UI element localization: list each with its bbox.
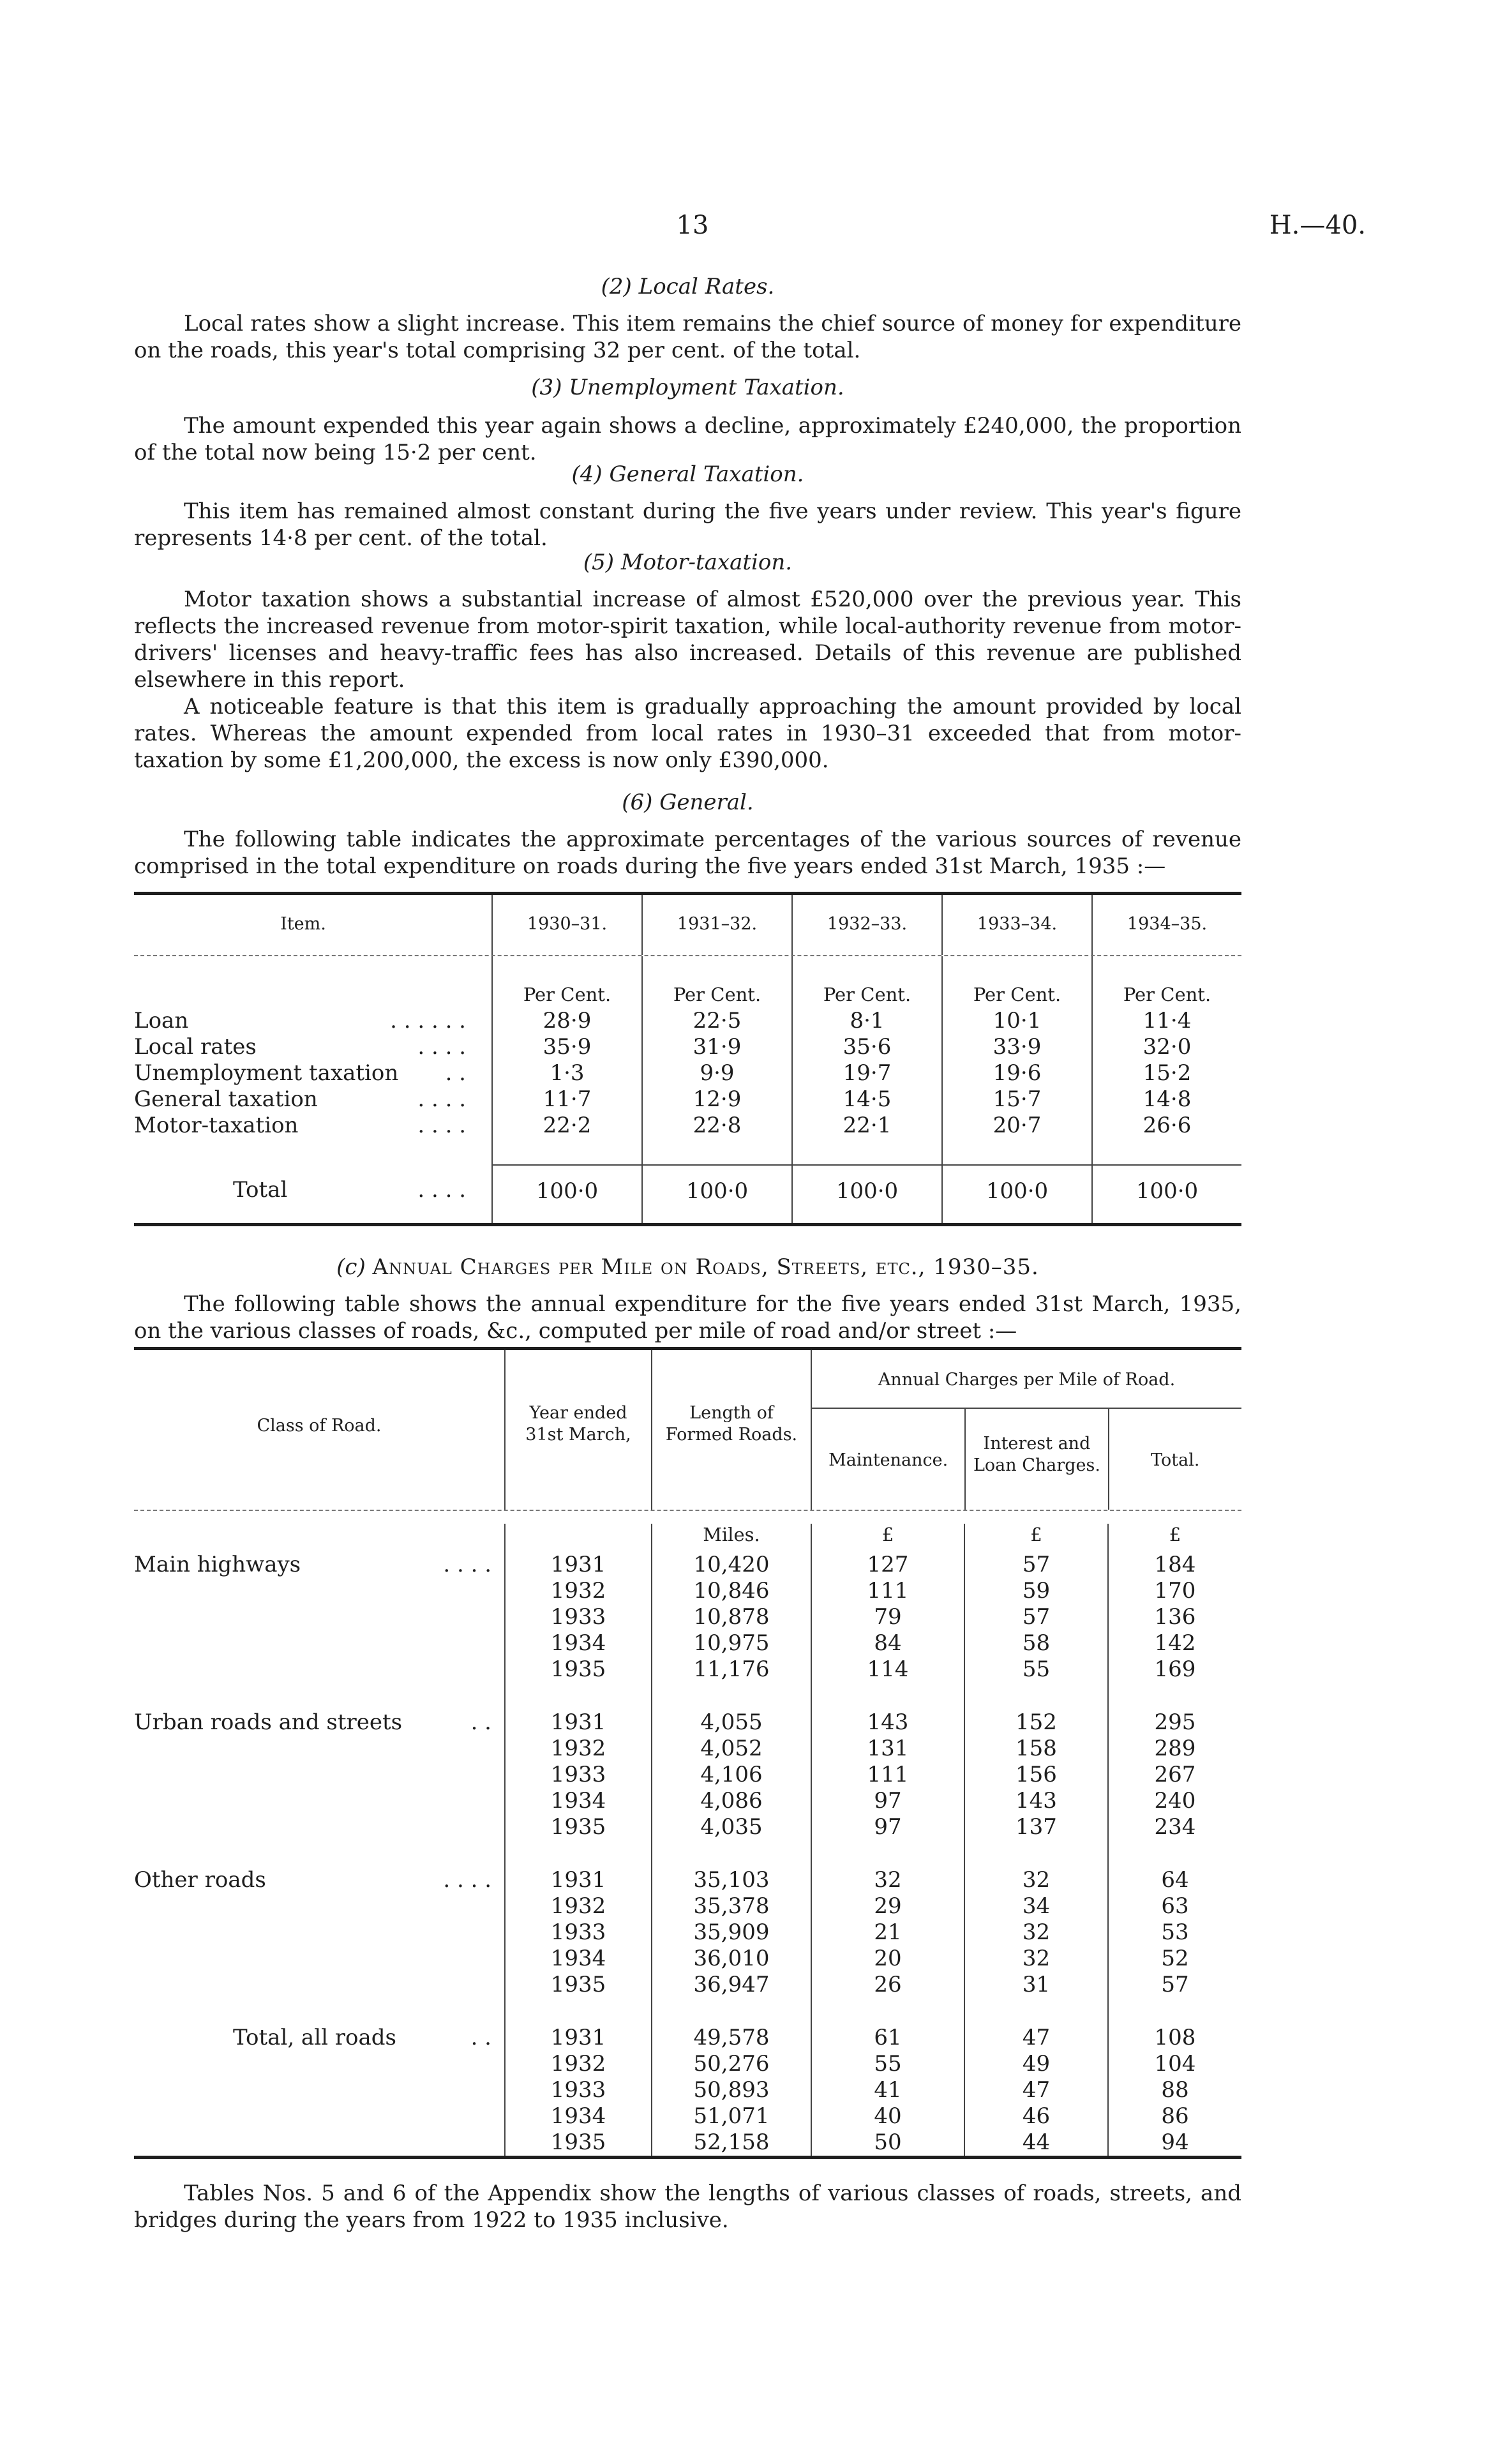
table-cell: 32·0 <box>1143 1034 1192 1060</box>
table-cell: 1935 <box>550 1656 606 1682</box>
total-column <box>1107 1867 1241 1998</box>
table-cell: 1933 <box>550 2077 606 2103</box>
paragraph-annual-charges: The following table shows the annual expenditure for the five years ended 31st March, 1935, on the various classes of roads, &c., computed per mile of road and/or street :— <box>134 1291 1241 1344</box>
table-cell: 10,975 <box>693 1630 770 1656</box>
total-cell: 100·0 <box>641 1164 791 1223</box>
table-cell: 111 <box>867 1578 909 1604</box>
table-cell: 143 <box>867 1709 909 1735</box>
table-cell: 14·8 <box>1143 1086 1192 1112</box>
unit-miles: Miles. <box>651 1524 811 1552</box>
table-cell: 152 <box>1015 1709 1057 1735</box>
page-number: 13 <box>676 211 709 240</box>
year-column <box>791 956 941 1164</box>
table-cell: 49 <box>1022 2051 1051 2077</box>
table-cell: 240 <box>1154 1788 1196 1814</box>
interest-column <box>964 2025 1107 2156</box>
table-cell: 32 <box>1022 1946 1051 1971</box>
table-cell: 8·1 <box>850 1008 885 1033</box>
header-year-ended: Year ended 31st March, <box>504 1350 651 1510</box>
total-cell: 100·0 <box>941 1164 1091 1223</box>
year-column <box>1091 956 1241 1164</box>
table-cell: 40 <box>874 2103 902 2129</box>
table-cell: 1935 <box>550 1972 606 1997</box>
unit-label: Per Cent. <box>1123 984 1211 1005</box>
paragraph-general: The following table indicates the approximate percentages of the various sources of revenue comprised in the total expenditure on roads during the five years ended 31st March, 1935 :— <box>134 827 1241 879</box>
units-row <box>134 1511 1241 1552</box>
table-header-row <box>134 895 1241 955</box>
length-column <box>651 1709 811 1840</box>
table-cell: 1931 <box>550 1552 606 1577</box>
unit-label: Per Cent. <box>823 984 911 1005</box>
group-spacer <box>134 1998 1241 2025</box>
table-cell: 11·7 <box>543 1086 592 1112</box>
table-cell: 20 <box>874 1946 902 1971</box>
table-cell: 108 <box>1154 2025 1196 2050</box>
year-column <box>491 956 641 1164</box>
header-length: Length of Formed Roads. <box>651 1350 811 1510</box>
table-cell: 34 <box>1022 1893 1051 1919</box>
table-cell: 4,106 <box>700 1762 763 1787</box>
table-cell: 158 <box>1015 1736 1057 1761</box>
table-cell: 50,893 <box>693 2077 770 2103</box>
table-cell: 4,055 <box>700 1709 763 1735</box>
unit-label: Per Cent. <box>973 984 1061 1005</box>
row-labels <box>134 956 491 1164</box>
table-cell: 1934 <box>550 1630 606 1656</box>
heading-unemployment-taxation: (3) Unemployment Taxation. <box>531 375 844 400</box>
interest-column <box>964 1867 1107 1998</box>
paragraph-general-taxation: This item has remained almost constant during the five years under review. This year's figure represents 14·8 per cent. of the total. <box>134 499 1241 551</box>
table-cell: 10,846 <box>693 1578 770 1604</box>
table-body <box>134 956 1241 1164</box>
table-cell: 1935 <box>550 1814 606 1840</box>
table-cell: 57 <box>1161 1972 1189 1997</box>
total-label: Total . . . . <box>233 1177 466 1203</box>
table-cell: 57 <box>1022 1604 1051 1630</box>
table-cell: 10,420 <box>693 1552 770 1577</box>
group-spacer <box>134 1840 1241 1867</box>
years-column <box>504 1552 651 1683</box>
header-year: 1931–32. <box>641 895 791 955</box>
table-cell: 289 <box>1154 1736 1196 1761</box>
table-cell: 111 <box>867 1762 909 1787</box>
length-column <box>651 2025 811 2156</box>
table-cell: 1932 <box>550 1578 606 1604</box>
road-class-label: Urban roads and streets . . <box>134 1709 491 1735</box>
table-cell: 104 <box>1154 2051 1196 2077</box>
table-cell: 63 <box>1161 1893 1189 1919</box>
table-cell: 1934 <box>550 1946 606 1971</box>
header-year: 1932–33. <box>791 895 941 955</box>
table-cell: 35·9 <box>543 1034 592 1060</box>
road-class-label: Other roads . . . . <box>134 1867 491 1893</box>
header-total: Total. <box>1108 1409 1241 1510</box>
table-cell: 14·5 <box>843 1086 892 1112</box>
header-interest: Interest and Loan Charges. <box>964 1409 1107 1510</box>
road-class-label: Total, all roads . . <box>233 2025 491 2050</box>
year-column <box>941 956 1091 1164</box>
unit-label: Per Cent. <box>673 984 761 1005</box>
table-cell: 32 <box>874 1867 902 1893</box>
total-cell: 100·0 <box>791 1164 941 1223</box>
table-cell: 184 <box>1154 1552 1196 1577</box>
table-cell: 26·6 <box>1143 1113 1192 1138</box>
unit-pound: £ <box>811 1524 964 1552</box>
table-cell: 1933 <box>550 1919 606 1945</box>
unit-pound: £ <box>964 1524 1107 1552</box>
table-cell: 36,010 <box>693 1946 770 1971</box>
row-label: General taxation . . . . <box>134 1086 466 1112</box>
total-cell: 100·0 <box>1091 1164 1241 1223</box>
table-cell: 131 <box>867 1736 909 1761</box>
table-cell: 170 <box>1154 1578 1196 1604</box>
header-year: 1933–34. <box>941 895 1091 955</box>
table-cell: 295 <box>1154 1709 1196 1735</box>
table-cell: 12·9 <box>693 1086 742 1112</box>
footer-paragraph: Tables Nos. 5 and 6 of the Appendix show the lengths of various classes of roads, streets, and bridges during the years from 1922 to 1935 inclusive. <box>134 2181 1241 2233</box>
table-cell: 84 <box>874 1630 902 1656</box>
heading-annual-charges: (c) Annual Charges per Mile on Roads, Streets, etc., 1930–35. <box>336 1254 1039 1280</box>
table-cell: 44 <box>1022 2130 1051 2155</box>
table-cell: 1934 <box>550 1788 606 1814</box>
table-cell: 1932 <box>550 1893 606 1919</box>
road-class-group <box>134 1552 1241 1683</box>
table-cell: 1933 <box>550 1762 606 1787</box>
heading-general: (6) General. <box>622 790 754 815</box>
table-cell: 35,103 <box>693 1867 770 1893</box>
years-column <box>504 2025 651 2156</box>
table-cell: 26 <box>874 1972 902 1997</box>
header-year: 1930–31. <box>491 895 641 955</box>
table-cell: 4,035 <box>700 1814 763 1840</box>
interest-column <box>964 1709 1107 1840</box>
heading-local-rates: (2) Local Rates. <box>601 274 775 299</box>
unit-label: Per Cent. <box>523 984 611 1005</box>
revenue-percentage-table <box>134 892 1241 1226</box>
table-cell: 61 <box>874 2025 902 2050</box>
table-cell: 49,578 <box>693 2025 770 2050</box>
row-label: Motor-taxation . . . . <box>134 1113 466 1138</box>
table-cell: 52,158 <box>693 2130 770 2155</box>
table-cell: 50 <box>874 2130 902 2155</box>
table-cell: 1931 <box>550 1709 606 1735</box>
group-spacer <box>134 1683 1241 1709</box>
table-cell: 1931 <box>550 1867 606 1893</box>
table-cell: 137 <box>1015 1814 1057 1840</box>
header-year: 1934–35. <box>1091 895 1241 955</box>
table-cell: 156 <box>1015 1762 1057 1787</box>
heading-motor-taxation: (5) Motor-taxation. <box>583 550 793 575</box>
table-cell: 47 <box>1022 2025 1051 2050</box>
table-cell: 234 <box>1154 1814 1196 1840</box>
table-cell: 31 <box>1022 1972 1051 1997</box>
table-cell: 142 <box>1154 1630 1196 1656</box>
table-cell: 33·9 <box>993 1034 1042 1060</box>
header-annual-charges-group: Annual Charges per Mile of Road. Maintenance. Interest and Loan Charges. Total. <box>811 1350 1241 1510</box>
table-cell: 35,378 <box>693 1893 770 1919</box>
total-column <box>1107 1552 1241 1683</box>
table-cell: 1·3 <box>550 1060 585 1086</box>
table-cell: 35·6 <box>843 1034 892 1060</box>
paragraph-unemployment-taxation: The amount expended this year again shows a decline, approximately £240,000, the proportion of the total now being 15·2 per cent. <box>134 413 1241 465</box>
maintenance-column <box>811 1709 964 1840</box>
table-cell: 32 <box>1022 1867 1051 1893</box>
interest-column <box>964 1552 1107 1683</box>
table-cell: 51,071 <box>693 2103 770 2129</box>
table-cell: 4,086 <box>700 1788 763 1814</box>
table-cell: 31·9 <box>693 1034 742 1060</box>
table-cell: 86 <box>1161 2103 1189 2129</box>
paragraph-local-rates: Local rates show a slight increase. This item remains the chief source of money for expenditure on the roads, this year's total comprising 32 per cent. of the total. <box>134 311 1241 363</box>
header-item: Item. <box>280 914 326 934</box>
table-cell: 46 <box>1022 2103 1051 2129</box>
row-label: Unemployment taxation . . <box>134 1060 466 1086</box>
total-column <box>1107 2025 1241 2156</box>
table-cell: 4,052 <box>700 1736 763 1761</box>
table-total-row <box>134 1164 1241 1223</box>
total-cell: 100·0 <box>491 1164 641 1223</box>
road-class-label: Main highways . . . . <box>134 1552 491 1577</box>
table-cell: 169 <box>1154 1656 1196 1682</box>
table-cell: 59 <box>1022 1578 1051 1604</box>
table-cell: 55 <box>874 2051 902 2077</box>
table-cell: 1934 <box>550 2103 606 2129</box>
table-cell: 29 <box>874 1893 902 1919</box>
total-column <box>1107 1709 1241 1840</box>
table-cell: 143 <box>1015 1788 1057 1814</box>
table-cell: 64 <box>1161 1867 1189 1893</box>
length-column <box>651 1867 811 1998</box>
maintenance-column <box>811 2025 964 2156</box>
table-cell: 15·2 <box>1143 1060 1192 1086</box>
table-cell: 79 <box>874 1604 902 1630</box>
table-cell: 41 <box>874 2077 902 2103</box>
road-class-group <box>134 2025 1241 2156</box>
table-cell: 9·9 <box>700 1060 735 1086</box>
table-cell: 267 <box>1154 1762 1196 1787</box>
table-cell: 35,909 <box>693 1919 770 1945</box>
document-reference: H.—40. <box>1269 211 1366 240</box>
row-label: Local rates . . . . <box>134 1034 466 1060</box>
table-header <box>134 1350 1241 1510</box>
table-cell: 28·9 <box>543 1008 592 1033</box>
table-cell: 88 <box>1161 2077 1189 2103</box>
table-cell: 52 <box>1161 1946 1189 1971</box>
table-cell: 22·8 <box>693 1113 742 1138</box>
table-cell: 47 <box>1022 2077 1051 2103</box>
annual-charges-table <box>134 1347 1241 2159</box>
table-cell: 32 <box>1022 1919 1051 1945</box>
table-cell: 22·5 <box>693 1008 742 1033</box>
table-cell: 36,947 <box>693 1972 770 1997</box>
table-cell: 10·1 <box>993 1008 1042 1033</box>
year-column <box>641 956 791 1164</box>
table-cell: 20·7 <box>993 1113 1042 1138</box>
unit-pound: £ <box>1107 1524 1241 1552</box>
table-cell: 10,878 <box>693 1604 770 1630</box>
years-column <box>504 1709 651 1840</box>
table-cell: 19·6 <box>993 1060 1042 1086</box>
table-cell: 57 <box>1022 1552 1051 1577</box>
table-cell: 55 <box>1022 1656 1051 1682</box>
maintenance-column <box>811 1552 964 1683</box>
table-cell: 114 <box>867 1656 909 1682</box>
table-cell: 21 <box>874 1919 902 1945</box>
table-rule <box>134 1223 1241 1226</box>
table-cell: 136 <box>1154 1604 1196 1630</box>
table-body <box>134 1552 1241 2156</box>
years-column <box>504 1867 651 1998</box>
table-cell: 53 <box>1161 1919 1189 1945</box>
heading-general-taxation: (4) General Taxation. <box>571 462 804 487</box>
table-cell: 11,176 <box>693 1656 770 1682</box>
table-cell: 50,276 <box>693 2051 770 2077</box>
table-rule <box>134 2156 1241 2159</box>
table-cell: 58 <box>1022 1630 1051 1656</box>
table-cell: 19·7 <box>843 1060 892 1086</box>
paragraph-motor-taxation: Motor taxation shows a substantial increase of almost £520,000 over the previous year. This reflects the increased revenue from motor-spirit taxation, while local-authority revenue from motor-drivers' licenses and heavy-traffic fees has also increased. Details of this revenue are published elsewhere in this report. A noticeable feature is that this item is gradually approaching the amount provided by local rates. Whereas the amount expended from local rates in 1930–31 exceeded that from motor-taxation by some £1,200,000, the excess is now only £390,000. <box>134 587 1241 773</box>
table-cell: 22·2 <box>543 1113 592 1138</box>
table-cell: 22·1 <box>843 1113 892 1138</box>
table-cell: 97 <box>874 1814 902 1840</box>
table-cell: 1932 <box>550 2051 606 2077</box>
header-class-of-road: Class of Road. <box>257 1416 382 1436</box>
row-label: Loan . . . . . . <box>134 1008 466 1033</box>
table-cell: 97 <box>874 1788 902 1814</box>
length-column <box>651 1552 811 1683</box>
table-cell: 127 <box>867 1552 909 1577</box>
table-cell: 1933 <box>550 1604 606 1630</box>
table-cell: 94 <box>1161 2130 1189 2155</box>
table-cell: 15·7 <box>993 1086 1042 1112</box>
table-cell: 1932 <box>550 1736 606 1761</box>
table-cell: 1931 <box>550 2025 606 2050</box>
table-cell: 1935 <box>550 2130 606 2155</box>
table-cell: 11·4 <box>1143 1008 1192 1033</box>
maintenance-column <box>811 1867 964 1998</box>
road-class-group <box>134 1709 1241 1840</box>
header-maintenance: Maintenance. <box>828 1450 948 1470</box>
road-class-group <box>134 1867 1241 1998</box>
